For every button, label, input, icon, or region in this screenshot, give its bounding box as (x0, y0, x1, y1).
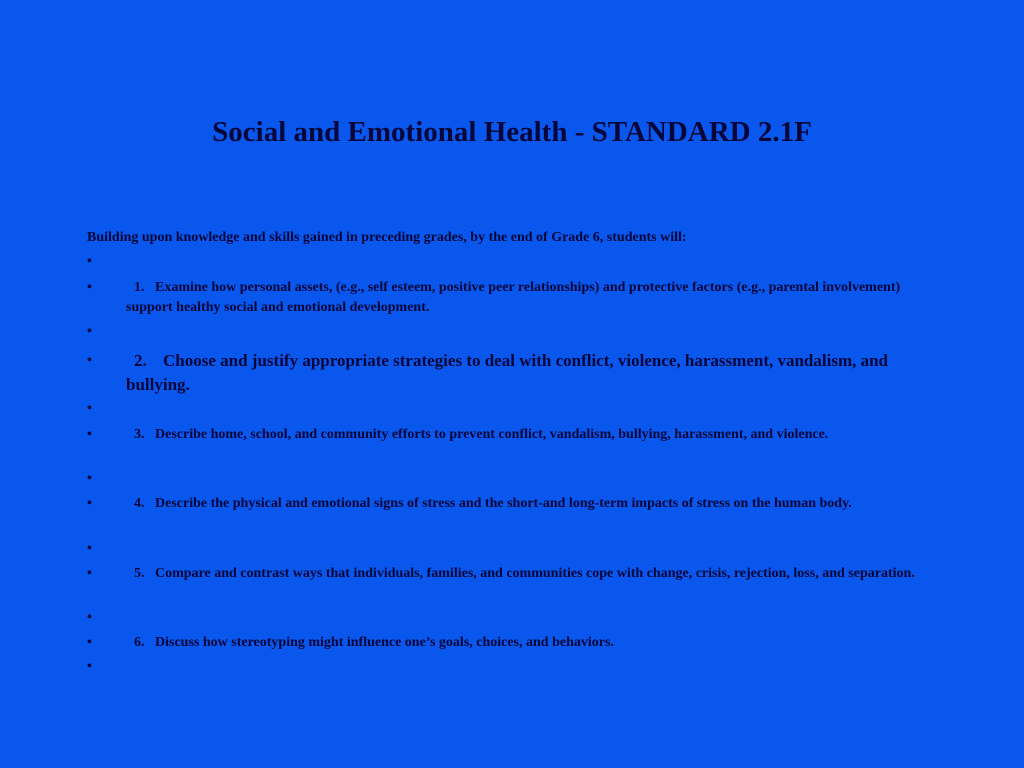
bullet-marker: • (87, 610, 92, 625)
item-number: 6. (134, 635, 145, 650)
bullet-marker: • (87, 324, 92, 339)
list-item-text (126, 425, 937, 445)
bullet-marker: • (87, 566, 92, 581)
item-body: Describe home, school, and community efforts to prevent conflict, vandalism, bullying, harassment, and violence. (155, 427, 829, 442)
item-body: Describe the physical and emotional signs of stress and the short-and long-term impacts of stress on the human body. (155, 496, 852, 511)
bullet-marker: • (87, 427, 92, 442)
list-item-text (126, 349, 937, 397)
bullet-marker: • (87, 471, 92, 486)
bullet-marker: • (87, 254, 92, 269)
item-number: 3. (134, 427, 145, 442)
list-item (87, 425, 937, 445)
bullet-marker: • (87, 401, 92, 416)
intro-text: Building upon knowledge and skills gained in preceding grades, by the end of Grade 6, students will: (87, 230, 687, 245)
list-item (87, 349, 937, 397)
item-body: Compare and contrast ways that individuals, families, and communities cope with change, crisis, rejection, loss, and separation. (155, 566, 915, 581)
item-number: 2. (134, 351, 147, 370)
list-item (87, 564, 937, 584)
list-item-text (126, 564, 937, 584)
item-number: 5. (134, 566, 145, 581)
item-number: 4. (134, 496, 145, 511)
list-item-text (126, 633, 937, 653)
item-body: Examine how personal assets, (e.g., self esteem, positive peer relationships) and protective factors (e.g., parental involvement) support healthy social and emotional development. (126, 280, 901, 315)
bullet-marker: • (87, 659, 92, 674)
bullet-marker: • (87, 280, 92, 295)
list-item-text (126, 494, 937, 514)
list-item (87, 494, 937, 514)
bullet-marker: • (87, 635, 92, 650)
bullet-marker: • (87, 353, 92, 368)
item-body: Choose and justify appropriate strategies to deal with conflict, violence, harassment, vandalism, and bullying. (126, 351, 889, 394)
item-body: Discuss how stereotyping might influence one’s goals, choices, and behaviors. (155, 635, 614, 650)
list-item (87, 633, 937, 653)
bullet-marker: • (87, 541, 92, 556)
list-item (87, 278, 937, 318)
list-item-text (126, 278, 937, 318)
slide-title: Social and Emotional Health - STANDARD 2.1F (212, 116, 812, 148)
item-number: 1. (134, 280, 145, 295)
bullet-marker: • (87, 496, 92, 511)
